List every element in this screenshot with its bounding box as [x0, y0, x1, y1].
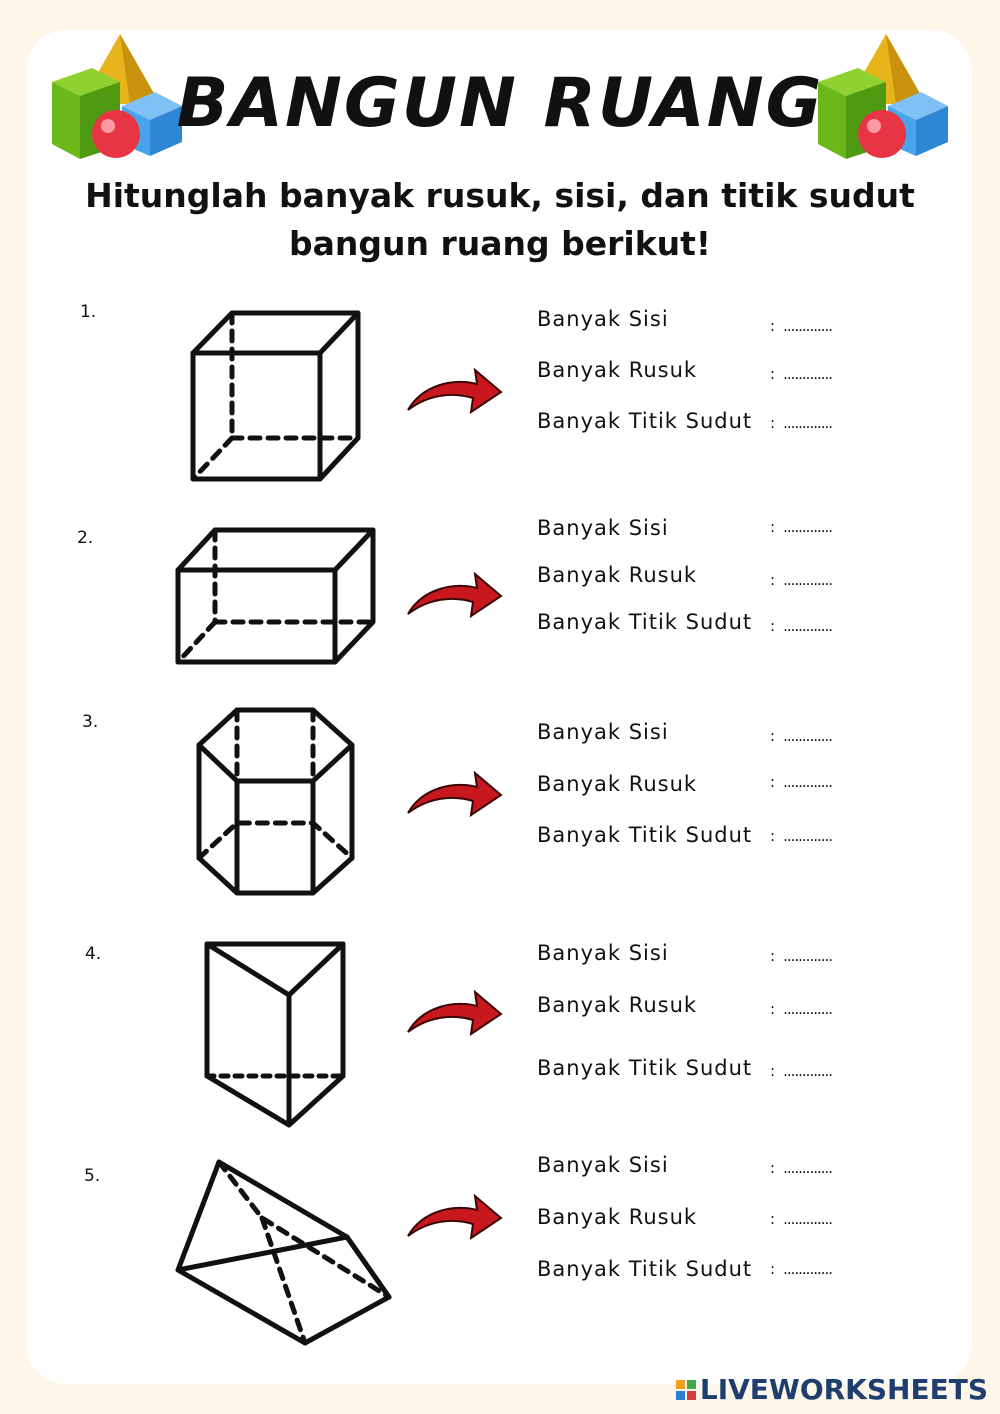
question-number: 5.: [84, 1166, 101, 1186]
answer-blank[interactable]: : .............: [770, 414, 833, 432]
field-label: Banyak Sisi: [537, 941, 669, 965]
field-label: Banyak Titik Sudut: [537, 610, 753, 634]
answer-blank[interactable]: : .............: [770, 773, 833, 791]
answer-blank[interactable]: : .............: [770, 1062, 833, 1080]
answer-blank[interactable]: : .............: [770, 317, 833, 335]
field-label: Banyak Rusuk: [537, 772, 698, 796]
red-curved-arrow-icon: [405, 990, 503, 1038]
field-label: Banyak Sisi: [537, 516, 669, 540]
triangular-prism-shape: [207, 944, 343, 1125]
answer-blank[interactable]: : .............: [770, 1000, 833, 1018]
question-number: 2.: [77, 528, 94, 548]
liveworksheets-badge-icon: [676, 1380, 696, 1400]
liveworksheets-logo: [676, 1373, 988, 1406]
hexagonal-prism-shape: [199, 710, 352, 893]
cube-shape: [193, 313, 358, 479]
question-number: 1.: [80, 302, 97, 322]
brand-name: LIVEWORKSHEETS: [699, 1373, 988, 1406]
field-label: Banyak Titik Sudut: [537, 409, 753, 433]
answer-blank[interactable]: : .............: [770, 827, 833, 845]
answer-blank[interactable]: : .............: [770, 1260, 833, 1278]
answer-blank[interactable]: : .............: [770, 617, 833, 635]
red-curved-arrow-icon: [405, 1194, 503, 1242]
field-label: Banyak Titik Sudut: [537, 1257, 753, 1281]
field-label: Banyak Sisi: [537, 720, 669, 744]
answer-blank[interactable]: : .............: [770, 947, 833, 965]
answer-blank[interactable]: : .............: [770, 1210, 833, 1228]
field-label: Banyak Titik Sudut: [537, 1056, 753, 1080]
field-label: Banyak Rusuk: [537, 1205, 698, 1229]
lying-prism-shape: [178, 1162, 389, 1343]
field-label: Banyak Sisi: [537, 307, 669, 331]
question-number: 3.: [82, 712, 99, 732]
question-number: 4.: [85, 944, 102, 964]
field-label: Banyak Rusuk: [537, 563, 698, 587]
field-label: Banyak Rusuk: [537, 358, 698, 382]
answer-blank[interactable]: : .............: [770, 571, 833, 589]
page-title: BANGUN RUANG: [176, 64, 824, 143]
answer-blank[interactable]: : .............: [770, 518, 833, 536]
field-label: Banyak Titik Sudut: [537, 823, 753, 847]
field-label: Banyak Sisi: [537, 1153, 669, 1177]
red-curved-arrow-icon: [405, 572, 503, 620]
answer-blank[interactable]: : .............: [770, 1159, 833, 1177]
field-label: Banyak Rusuk: [537, 993, 698, 1017]
answer-blank[interactable]: : .............: [770, 727, 833, 745]
instruction-text: Hitunglah banyak rusuk, sisi, dan titik sudut bangun ruang berikut!: [85, 176, 915, 263]
answer-blank[interactable]: : .............: [770, 365, 833, 383]
cuboid-shape: [178, 530, 373, 662]
red-curved-arrow-icon: [405, 771, 503, 819]
red-curved-arrow-icon: [405, 368, 503, 416]
